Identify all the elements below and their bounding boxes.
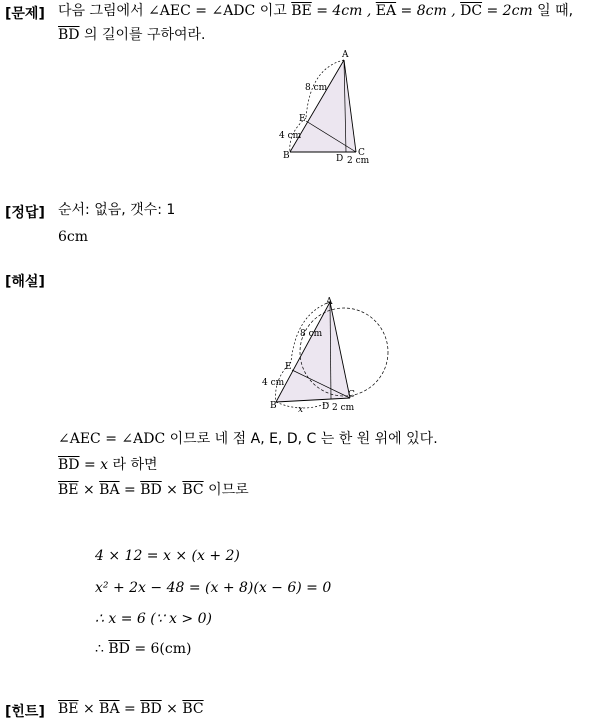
label-bd-x: x	[298, 405, 304, 415]
solution-heading: [해설]	[5, 274, 45, 290]
label-e: E	[299, 114, 306, 124]
answer-meta: 순서: 없음, 갯수: 1	[58, 202, 176, 218]
segment-be: $\overline{BE}$	[291, 3, 312, 19]
label-be-length: 4 cm	[279, 131, 302, 141]
label-d: D	[336, 154, 344, 164]
label-dc-length: 2 cm	[347, 156, 370, 166]
segment-dc: $\overline{DC}$	[460, 3, 483, 19]
hint-heading: [힌트]	[5, 704, 45, 720]
problem-line-1: 다음 그림에서 ∠AEC = ∠ADC 이고 $\overline{BE} = 4cm$ , $\overline{EA} = 8cm$ , $\overline{DC} = 2cm$ 일 때,	[58, 3, 574, 19]
label-be-length: 4 cm	[262, 378, 285, 388]
label-a: A	[326, 297, 333, 307]
label-c: C	[348, 390, 355, 400]
solution-line-1: ∠AEC = ∠ADC 이므로 네 점 A, E, D, C 는 한 원 위에 있다.	[58, 431, 438, 447]
triangle-fill	[276, 302, 350, 402]
solution-figure	[258, 294, 398, 416]
problem-heading: [문제]	[5, 6, 45, 22]
label-ea-length: 8 cm	[305, 83, 328, 93]
label-b: B	[270, 401, 277, 411]
label-d: D	[322, 402, 330, 412]
equation-3: ∴ x = 6 (∵ x > 0)	[95, 611, 212, 627]
equation-2: x² + 2x − 48 = (x + 8)(x − 6) = 0	[95, 580, 332, 596]
label-e: E	[285, 362, 292, 372]
segment-ea: $\overline{EA}$	[375, 3, 397, 19]
label-ea-length: 8 cm	[300, 329, 323, 339]
answer-heading: [정답]	[5, 205, 45, 221]
label-a: A	[342, 50, 349, 60]
hint-line: $\overline{BE} \times \overline{BA} = \overline{BD} \times \overline{BC}$	[58, 701, 204, 717]
problem-figure	[270, 48, 380, 168]
solution-line-3: $\overline{BE} \times \overline{BA} = \overline{BD} \times \overline{BC}$ 이므로	[58, 482, 249, 498]
problem-line-2: $\overline{BD}$ 의 길이를 구하여라.	[58, 27, 206, 43]
answer-value: 6cm	[58, 229, 89, 245]
label-dc-length: 2 cm	[332, 403, 355, 413]
segment-bd: $\overline{BD}$	[58, 27, 80, 43]
solution-line-2: $\overline{BD} = x$ 라 하면	[58, 457, 158, 473]
label-b: B	[283, 151, 290, 161]
label-c: C	[358, 148, 365, 158]
equation-4: ∴ $\overline{BD} = 6(cm)$	[95, 641, 192, 657]
equation-1: 4 × 12 = x × (x + 2)	[95, 548, 240, 564]
